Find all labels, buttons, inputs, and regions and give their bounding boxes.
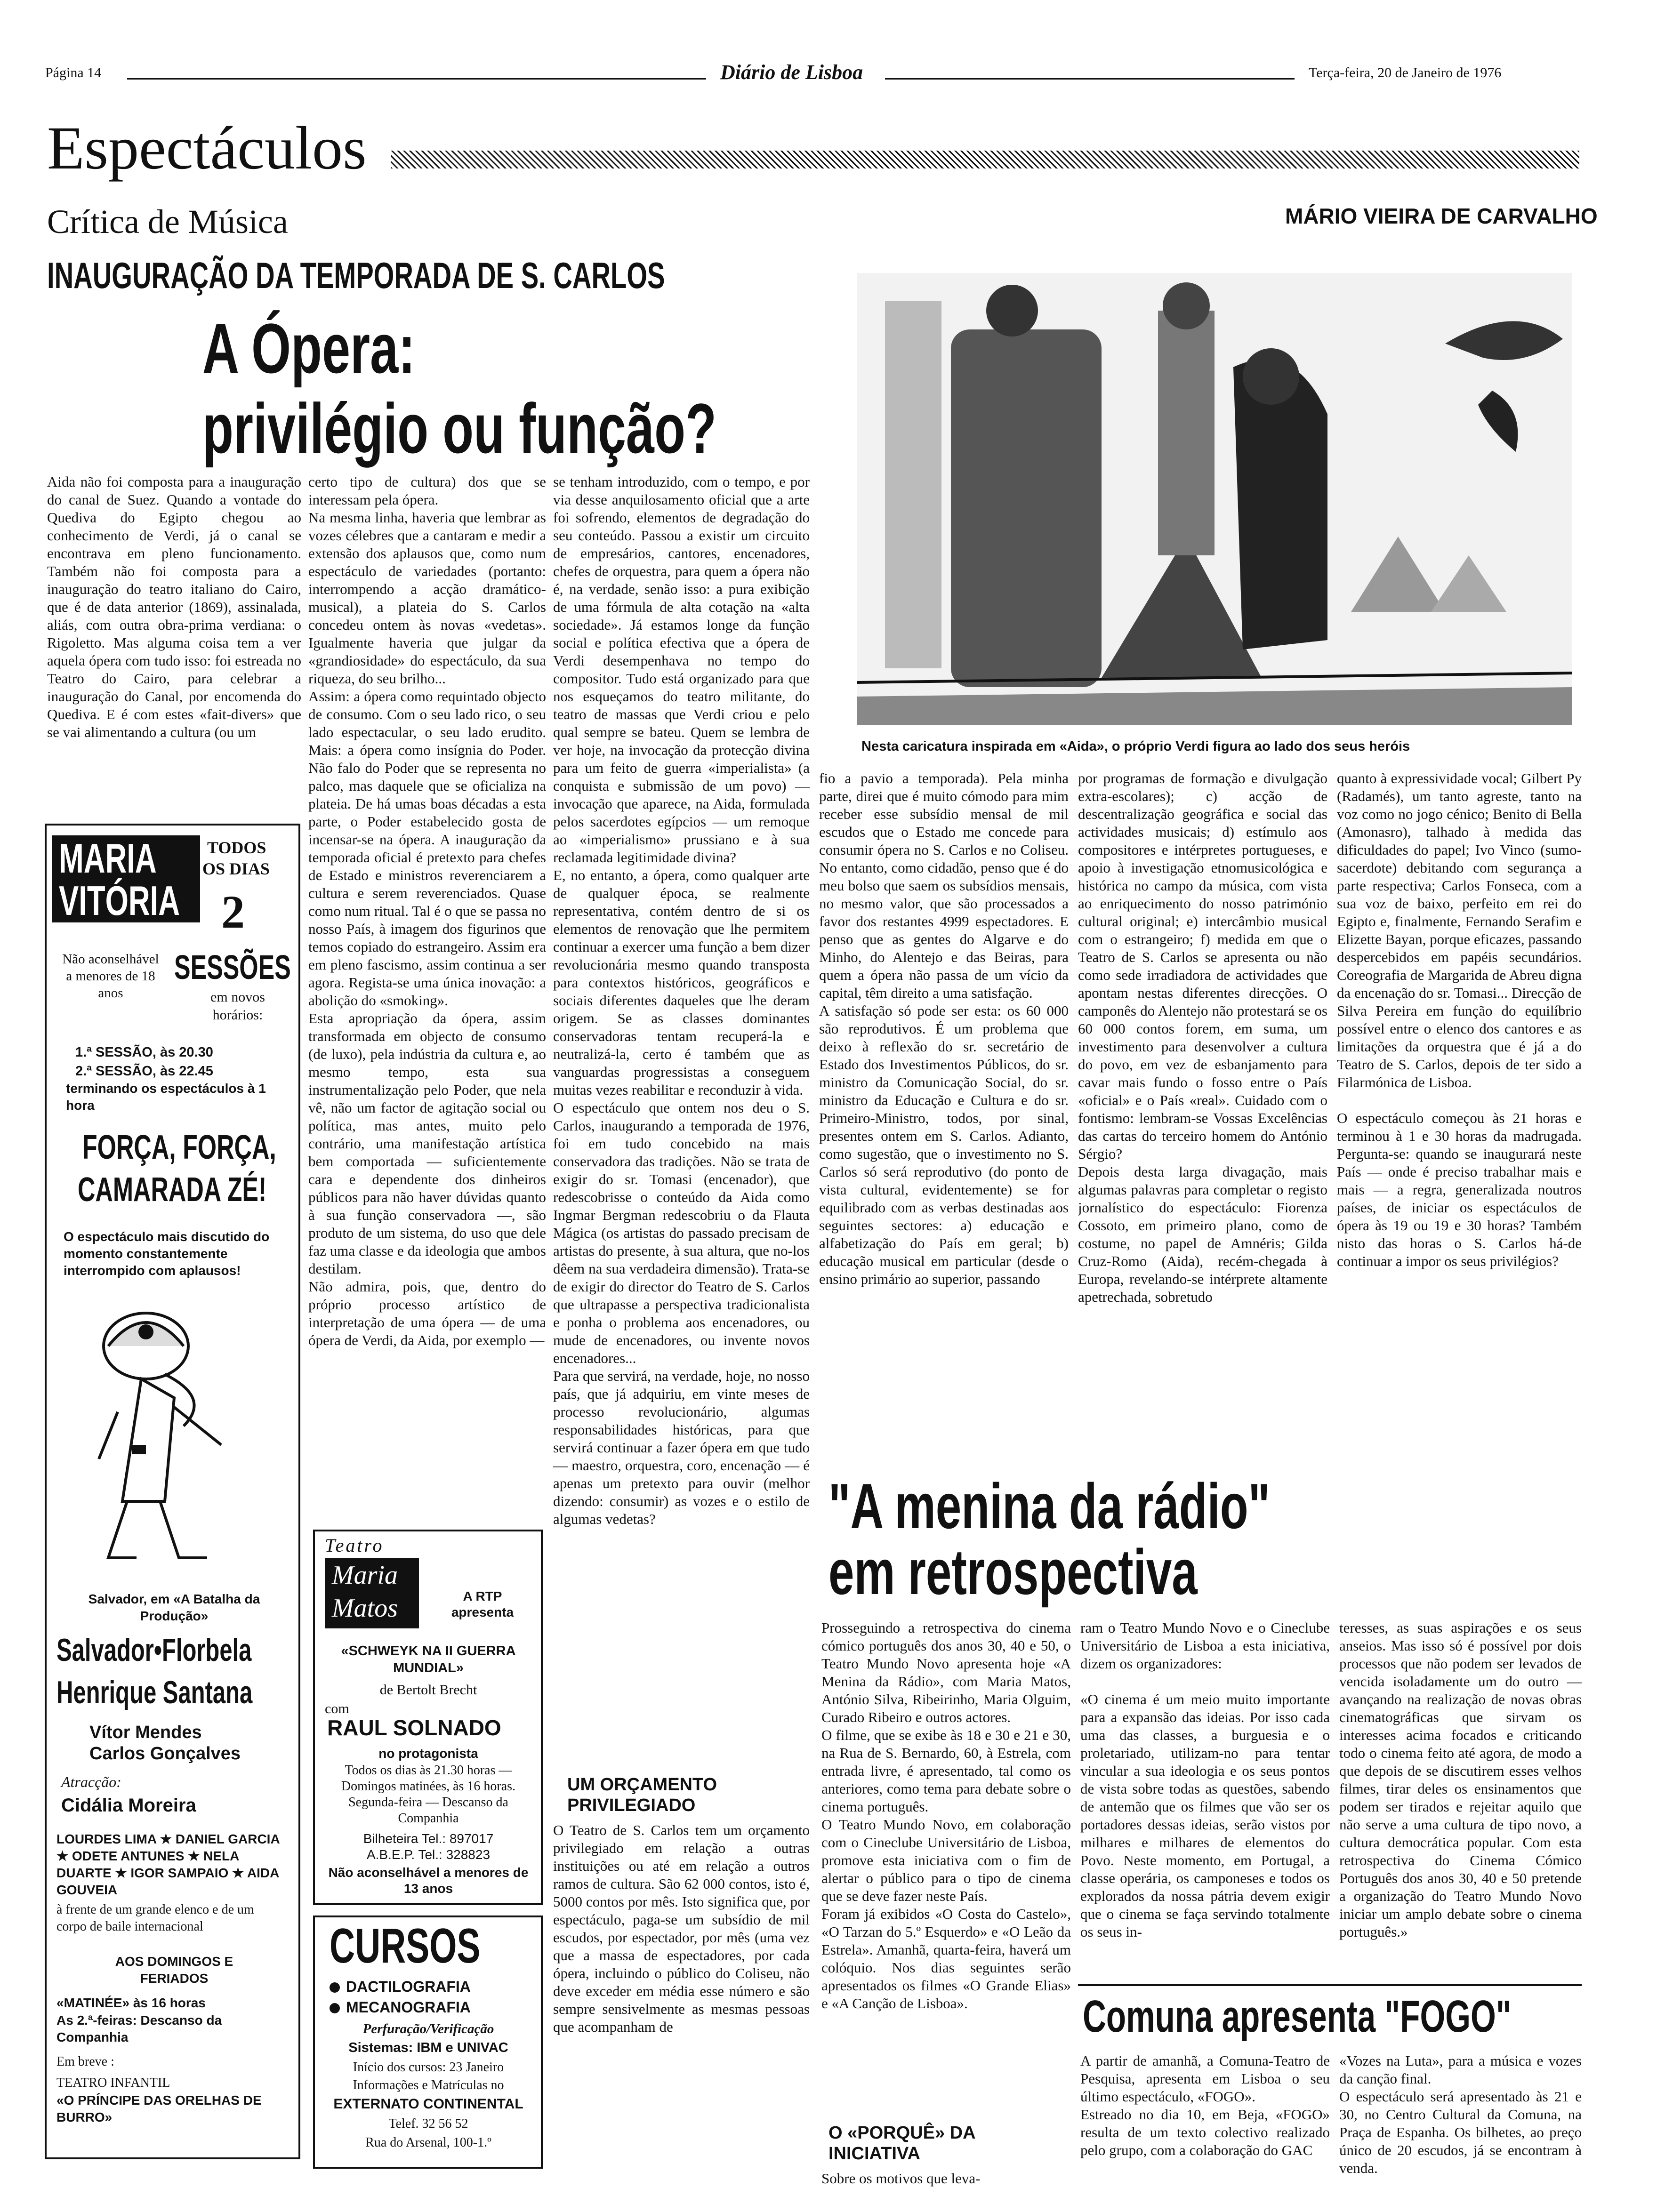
ad-domingos: AOS DOMINGOS E FERIADOS — [115, 1954, 233, 1986]
ad-session-1: 1.ª SESSÃO, às 20.30 — [75, 1045, 213, 1060]
article-column-4: fio a pavio a temporada). Pela minha parte, direi que é muito cómodo para mim receber esse subsídio mensal de mil escudos que o Estado me concede para consumir ópera no S. Carlos e no Coliseu. No entanto, como cidadão, penso que é do meu bolso que saem os subsídios mensais, no mesmo valor, que são processados a favor dos restantes 4999 espectadores. E penso que as gentes do Algarve e do Minho, do Alentejo e das Beiras, para quem a ópera não passa de um vício da capital, têm direito a uma satisfação. A satisfação só pode ser esta: os 60 000 são reprodutivos. É um problema que deixo à reflexão do sr. secretário de Estado dos Investimentos Públicos, do sr. ministro da Comunicação Social, do sr. ministro da Educação e Cultura e do sr. Primeiro-Ministro, todos, por sinal, presentes ontem em S. Carlos. Adianto, como sugestão, que o investimento no S. Carlos só será reprodutivo (do ponto de vista cultural, evidentemente) se for equilibrado com as verbas destinadas aos seguintes sectores: a) educação e alfabetização do País em geral; b) educação musical em particular (desde o ensino primário ao superior, passando — [819, 770, 1069, 1287]
comuna-headline: Comuna apresenta "FOGO" — [1083, 1991, 1512, 2042]
article-subhead: UM ORÇAMENTO PRIVILEGIADO — [567, 1775, 717, 1815]
section-subtitle: Crítica de Música — [47, 203, 288, 240]
headline-line-1: A Ópera: — [202, 309, 416, 388]
ad-segundas: As 2.ª-feiras: Descanso da Companhia — [56, 2013, 222, 2044]
article-column-5: por programas de formação e divulgação extra-escolares); c) acção de descentralização geográfica e social das actividades musicais; d) estímulo aos compositores e intérpretes portugueses, e apoio à investigação etnomusicológica e histórica no campo da música, com vista ao enriquecimento do nosso património cultural original; e) intercâmbio musical com o estrangeiro; f) medida em que o Teatro de S. Carlos se apresenta ou não como sede irradiadora de actividades que apontam nestas diferentes direcções. O camponês do Alentejo não protestará se os 60 000 contos forem, em suma, um investimento para desenvolver a cultura do povo, em vez de esbanjamento para cavar mais fundo o fosso entre o País «oficial» e o País «real». Cuidado com o fontismo: lembram-se Vossas Excelências das cartas do terceiro homem do António Sérgio? Depois desta larga divagação, mais algumas palavras para completar o registo jornalístico do espectáculo: Fiorenza Cossoto, em primeiro plano, como de costume, no papel de Amnéris; Gilda Cruz-Romo (Aida), recém-chegada à Europa, revelando-se intérprete altamente apetrechada, sobretudo — [1078, 770, 1327, 1305]
ad-cast-2: Henrique Santana — [56, 1675, 253, 1710]
maria-matos-tel-1: Bilheteira Tel.: 897017 — [363, 1831, 494, 1846]
radio-column-3: teresses, as suas aspirações e os seus anseios. Mas isso só é possível por dois processos que não podem ser levados de vencida isoladamente um do outro — avançando na realização de novas obras cinematográficas que sirvam os interesses acima focados e criticando todo o cinema feito até agora, de modo a que depois de se discutirem esses velhos filmes, tirar deles os ensinamentos que podem ser tirados e rejeitar aquilo que não serve a uma cultura de tipo novo, a cultura democrática popular. Com esta retrospectiva do Cinema Cómico Português dos anos 30, 40 e 50 pretende a organização do Teatro Mundo Novo iniciar um amplo debate sobre o cinema português.» — [1339, 1619, 1582, 1940]
ad-show-title-1: FORÇA, FORÇA, — [82, 1129, 276, 1166]
ad-sessoes: SESSÕES — [174, 949, 291, 986]
cursos-sub: Perfuração/Verificação — [362, 2021, 494, 2036]
page-number: Página 14 — [45, 65, 102, 80]
radio-column-1: Prosseguindo a retrospectiva do cinema cómico português dos anos 30, 40 e 50, o Teatro Mundo Novo apresenta hoje «A Menina da Rádio», com Maria Matos, António Silva, Ribeirinho, Maria Olguim, Curado Ribeiro e outros actores. O filme, que se exibe às 18 e 30 e 21 e 30, na Rua de S. Bernardo, 60, à Estrela, com entrada livre, é apresentado, tal como os anteriores, como tema para debate sobre o cinema português. O Teatro Mundo Novo, em colaboração com o Cineclube Universitário de Lisboa, promove esta iniciativa com o fim de alertar o público para o tipo de cinema que se deve fazer neste País. Foram já exibidos «O Costa do Castelo», «O Tarzan do 5.º Esquerdo» e «O Leão da Estrela». Amanhã, quarta-feira, haverá um colóquio. Nos dias seguintes serão apresentados os filmes «O Grande Elias» e «A Canção de Lisboa». — [821, 1619, 1071, 2012]
ad-principe: «O PRÍNCIPE DAS ORELHAS DE BURRO» — [56, 2093, 262, 2124]
header-rule-left — [127, 78, 706, 80]
article-kicker: INAUGURAÇÃO DA TEMPORADA DE S. CARLOS — [47, 255, 665, 296]
cursos-item-1: DACTILOGRAFIA — [346, 1978, 471, 1995]
cursos-item-2: MECANOGRAFIA — [346, 1999, 471, 2016]
article-column-3: se tenham introduzido, com o tempo, e por via desse anquilosamento oficial que a arte foi sofrendo, elementos de degradação do seu conteúdo. Passou a existir um circuito de empresários, cantores, encenadores, chefes de orquestra, para quem a ópera não é, na verdade, senão isso: a pura exibição de uma fórmula de alta cotação na «alta sociedade». Já estamos longe da função social e política efectiva que a ópera de Verdi desempenhava no tempo do compositor. Tudo está organizado para que nos esqueçamos do teatro militante, do teatro de massas que Verdi criou e pelo qual sempre se bateu. Quem se lembra de ver hoje, na invocação da protecção divina para um feito de guerra «imperialista» (a conquista e submissão de um povo) — invocação que aparece, na Aida, formulada pelos sacerdotes egípcios — um remoque ao «imperialismo» prussiano e à sua reclamada legitimidade divina? E, no entanto, a ópera, como qualquer arte de qualquer época, se realmente representativa, contém dentro de si os elementos de renovação que lhe permitem continuar a exercer uma função a bem dizer revolucionária mesmo quando transposta para contextos históricos, geográficos e sociais diferentes daqueles que lhe deram origem. Se as classes dominantes conservadoras tentam recuperá-la e neutralizá-la, certo é também que as vanguardas progressistas a conseguem muitas vezes reabilitar e reconduzir à vida. O espectáculo que ontem nos deu o S. Carlos, inaugurando a temporada de 1976, foi em tudo concebido na mais conservadora das tradições. Não se trata de exigir do sr. Tomasi (encenador), que redescobrisse o conteúdo da Aida como Ingmar Bergman redescobriu o da Flauta Mágica (os artistas do passado precisam de artistas do presente, à sua altura, que no-los dêem na sua verdadeira dimensão). Trata-se de exigir do director do Teatro de S. Carlos que ultrapasse a perspectiva tradicionalista e ponha o problema aos encenadores, ou mude de encenadores, ou invente novos encenadores... Para que servirá, na verdade, hoje, no nosso país, que já adquiriu, em vinte meses de processo revolucionário, algumas responsabilidades históricas, para que servirá continuar a fazer ópera em que tudo — maestro, orquestra, coro, encenação — é apenas um pretexto para ouvir (melhor dizendo: consumir) as vozes e o estilo de algumas vedetas? — [553, 473, 810, 1527]
ad-age-warning: Não aconselhável a menores de 18 anos — [62, 952, 159, 1001]
comuna-column-1: A partir de amanhã, a Comuna-Teatro de Pesquisa, apresenta em Lisboa o seu último espectáculo, «FOGO». Estreado no dia 10, em Beja, «FOGO» resulta de um texto colectivo realizado pelo grupo, com a colaboração do GAC — [1080, 2052, 1330, 2158]
caricature-illustration — [857, 273, 1572, 725]
ad-atracao-label: Atracção: — [61, 1773, 121, 1790]
ad-show-title-2: CAMARADA ZÉ! — [78, 1171, 267, 1209]
bullet-dot-icon — [330, 2003, 340, 2013]
radio-column-1b: Sobre os motivos que leva- — [821, 2170, 981, 2187]
maria-matos-name-2: Matos — [332, 1594, 398, 1623]
cursos-sistemas: Sistemas: IBM e UNIVAC — [348, 2040, 508, 2055]
ad-matinee: «MATINÉE» às 16 horas — [56, 1996, 206, 2010]
ad-artists: LOURDES LIMA ★ DANIEL GARCIA ★ ODETE ANTUNES ★ NELA DUARTE ★ IGOR SAMPAIO ★ AIDA GOUVEIA — [56, 1832, 280, 1897]
maria-matos-actor: RAUL SOLNADO — [327, 1715, 501, 1740]
radio-headline-2: em retrospectiva — [828, 1536, 1198, 1608]
ad-sessions-count: 2 — [221, 886, 245, 938]
caricature-caption: Nesta caricatura inspirada em «Aida», o próprio Verdi figura ao lado dos seus heróis — [861, 739, 1410, 754]
cartoon-soldier-illustration — [89, 1304, 259, 1567]
section-title: Espectáculos — [47, 114, 367, 182]
ad-cast-3: Vítor Mendes — [89, 1723, 202, 1742]
cursos-info: Informações e Matrículas no — [353, 2078, 504, 2092]
article-column-6: quanto à expressividade vocal; Gilbert Py (Radamés), um tanto agreste, tanto na voz como no jogo cénico; Benito di Bella (Amonasro), talhado à medida das dificuldades do papel; Ivo Vinco (sumo-sacerdote) debitando com segurança a parte respectiva; Carlos Fonseca, com a sua voz de baixo, perfeito em rei do Egipto e, finalmente, Fernando Serafim e Elizette Bayan, porque eficazes, passando despercebidos em papéis secundários. Coreografia de Margarida de Abreu digna da encenação do sr. Tomasi... Direcção de Silva Pereira em função do equilíbrio possível entre o elenco dos cantores e as limitações da orquestra que é já a do Teatro de S. Carlos, depois de ter sido a Filarmónica de Lisboa. O espectáculo começou às 21 horas e terminou à 1 e 30 horas da madrugada. Pergunta-se: quando se inaugurará neste País — onde é preciso trabalhar mais e mais — a regra, generalizada noutros países, de iniciar os espectáculos de ópera às 19 ou 19 e 30 horas? Também nisto das horas o S. Carlos há-de continuar a impor os seus privilégios? — [1337, 770, 1582, 1269]
header-rule-right — [885, 78, 1295, 80]
ad-os-dias: OS DIAS — [202, 859, 270, 878]
maria-matos-tel-2: A.B.E.P. Tel.: 328823 — [366, 1847, 491, 1862]
maria-vitoria-name-2: VITÓRIA — [59, 877, 180, 924]
maria-matos-age: Não aconselhável a menores de 13 anos — [328, 1865, 529, 1896]
ad-elenco: à frente de um grande elenco e de um corpo de baile internacional — [56, 1902, 254, 1934]
radio-subhead: O «PORQUÊ» DA INICIATIVA — [828, 2123, 975, 2164]
headline-line-2: privilégio ou função? — [202, 389, 717, 468]
maria-matos-com: com — [325, 1701, 349, 1716]
maria-matos-author: de Bertolt Brecht — [379, 1682, 477, 1698]
ad-session-2: 2.ª SESSÃO, às 22.45 — [75, 1064, 213, 1079]
ad-cast-4: Carlos Gonçalves — [89, 1744, 241, 1763]
bullet-dot-icon — [330, 1982, 340, 1993]
issue-date: Terça-feira, 20 de Janeiro de 1976 — [1309, 65, 1502, 80]
ad-horarios: em novos horários: — [210, 989, 265, 1023]
maria-matos-role: no protagonista — [378, 1746, 478, 1761]
comuna-rule — [1078, 1984, 1582, 1986]
ad-teatro-infantil: TEATRO INFANTIL — [56, 2076, 170, 2090]
maria-matos-times: Todos os dias às 21.30 horas — Domingos matinées, às 16 horas. Segunda-feira — Descanso da Companhia — [341, 1763, 516, 1826]
cursos-school: EXTERNATO CONTINENTAL — [333, 2096, 523, 2112]
ad-em-breve: Em breve : — [56, 2054, 114, 2069]
cursos-inicio: Início dos cursos: 23 Janeiro — [353, 2060, 504, 2075]
ad-atracao-name: Cidália Moreira — [61, 1795, 196, 1816]
newspaper-name: Diário de Lisboa — [720, 61, 863, 84]
maria-matos-teatro: Teatro — [325, 1535, 384, 1556]
radio-column-2: ram o Teatro Mundo Novo e o Cineclube Universitário de Lisboa a esta iniciativa, dizem os organizadores: «O cinema é um meio muito importante para a expansão das ideias. Por isso cada uma das classes, a burguesia e o proletariado, utilizam-no para tentar vincular a sua ideologia e os seus pontos de vista sobre todas as questões, sabendo de antemão que os filmes que vão ser os portadores dessas ideias, serão vistos por milhares e milhares de elementos do Povo. Neste momento, em Portugal, a classe operária, os camponeses e todos os explorados da nossa pátria devem exigir que o cinema se faça servindo totalmente os seus in- — [1080, 1619, 1330, 1940]
ad-cartoon-credit: Salvador, em «A Batalha da Produção» — [88, 1592, 260, 1623]
article-column-2: certo tipo de cultura) dos que se interessam pela ópera. Na mesma linha, haveria que lembrar as vozes célebres que a cantaram e medir a extensão dos aplausos que, como num espectáculo de variedades (portanto: interrompendo a acção dramático-musical), a plateia do S. Carlos concedeu ontem às novas «vedetas». Igualmente haveria que julgar da «grandiosidade» do espectáculo, da sua riqueza, do seu brilho... Assim: a ópera como requintado objecto de consumo. Com o seu lado rico, o seu lado espectacular, o seu lado erudito. Mais: a ópera como insígnia do Poder. Não falo do Poder que se representa no palco, mas daquele que se oficializa na plateia. De há umas boas décadas a esta parte, o Poder estabelecido gosta de incensar-se na ópera. A inauguração da temporada oficial é pretexto para chefes de Estado e ministros reverenciarem a cultura e serem reverenciados. Quase como num ritual. Tal é o que se passa no nosso País, à imagem dos figurinos que temos copiado do estrangeiro. Assim era em pleno fascismo, assim continua a ser agora. Regista-se uma única inovação: a abolição do «smoking». Esta apropriação da ópera, assim transformada em objecto de consumo (de luxo), pela indústria da cultura e, ao mesmo tempo, esta sua instrumentalização pelo Poder, que nela vê, não um factor de agitação social ou política, mas antes, muito pelo contrário, uma manifestação artística bem comportada — suficientemente cara e dependente dos dinheiros públicos para não haver dúvidas quanto à sua função conservadora —, são produto de um sistema, do uso que dele faz uma classe e da ideologia que ambos destilam. Não admira, pois, que, dentro do próprio processo artístico de interpretação de uma ópera — de uma ópera de Verdi, da Aida, por exemplo — — [308, 473, 546, 1348]
ad-cast-1: Salvador•Florbela — [56, 1632, 252, 1668]
comuna-column-2: «Vozes na Luta», para a música e vozes da canção final. O espectáculo será apresentado às 21 e 30, no Centro Cultural da Comuna, na Praça de Espanha. Os bilhetes, ao preço único de 20 escudos, já se encontram à venda. — [1339, 2052, 1582, 2176]
ad-show-desc: O espectáculo mais discutido do momento constantemente interrompido com aplausos! — [64, 1229, 270, 1278]
radio-headline-1: "A menina da rádio" — [828, 1470, 1271, 1542]
cursos-address: Rua do Arsenal, 100-1.º — [365, 2135, 491, 2150]
section-title-hatch — [391, 151, 1579, 168]
maria-matos-name-1: Maria — [332, 1561, 398, 1590]
maria-matos-play: «SCHWEYK NA II GUERRA MUNDIAL» — [341, 1643, 516, 1675]
maria-vitoria-name-1: MARIA — [59, 835, 157, 882]
author-byline: MÁRIO VIEIRA DE CARVALHO — [1285, 204, 1598, 228]
maria-matos-rtp: A RTP apresenta — [451, 1589, 514, 1619]
ad-terminando: terminando os espectáculos à 1 hora — [66, 1081, 266, 1113]
article-column-1: Aida não foi composta para a inauguração do canal de Suez. Quando a vontade do Quediva do Egipto chegou ao conhecimento de Verdi, já o canal se encontrava em pleno funcionamento. Também não foi composta para a inauguração do teatro italiano do Cairo, que é de data anterior (1869), assinalada, aliás, com outra obra-prima verdiana: o Rigoletto. Mas alguma coisa tem a ver aquela ópera com tudo isso: foi estreada no Teatro do Cairo, para celebrar a inauguração do Canal, por encomenda do Quediva. E é com estes «fait-divers» que se vai alimentando a cultura (ou um — [47, 473, 301, 740]
article-column-3b: O Teatro de S. Carlos tem um orçamento privilegiado em relação a outras instituições ou até em relação a outros ramos de cultura. São 62 000 contos, isto é, 5000 contos por mês. Isto significa que, por espectáculo, paga-se um subsídio de mil escudos, por espectador, por mês (uma vez que a massa de espectadores, por cada ópera, incluindo o público do Coliseu, não deve exceder em média esse número e são sempre sensivelmente as mesmas pessoas que acompanham de — [553, 1822, 810, 2035]
cursos-tel: Telef. 32 56 52 — [388, 2116, 468, 2131]
cursos-title: CURSOS — [330, 1919, 481, 1973]
ad-todos: TODOS — [207, 838, 266, 857]
